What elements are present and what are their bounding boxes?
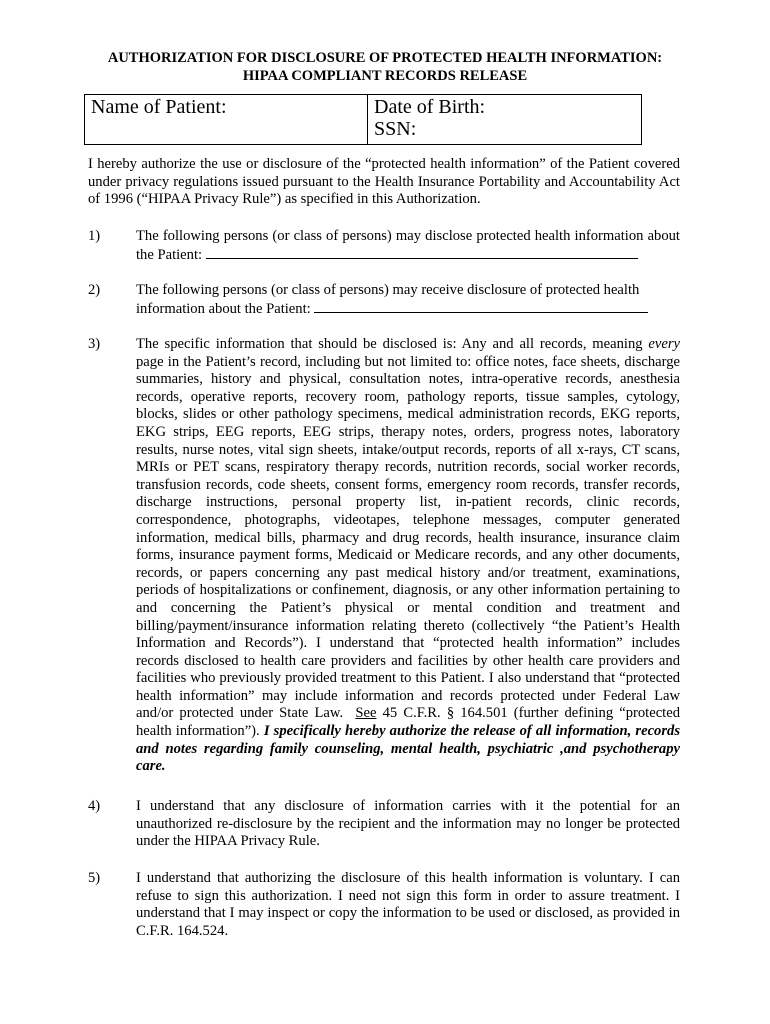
item-3-text-c: 45 C.F.R. § 164.501 (further defining “protected health information”).	[136, 705, 681, 740]
patient-name-label: Name of Patient:	[91, 96, 227, 118]
item-2	[88, 282, 680, 318]
see-reference: See	[355, 705, 377, 722]
item-4	[88, 798, 680, 851]
dob-label: Date of Birth:	[374, 96, 486, 118]
document-title	[60, 49, 710, 85]
title-line-1: AUTHORIZATION FOR DISCLOSURE OF PROTECTED HEALTH INFORMATION:	[107, 50, 663, 66]
recipient-blank-line[interactable]	[314, 300, 648, 313]
item-number: 2)	[88, 282, 101, 298]
dob-ssn-field[interactable]	[368, 95, 641, 144]
item-1	[88, 228, 680, 264]
item-number: 5)	[88, 870, 101, 886]
item-3	[88, 336, 680, 776]
item-text	[136, 336, 680, 776]
item-3-text-a: The specific information that should be disclosed is: Any and all records, meaning	[136, 336, 643, 352]
item-3-emphasis: every	[648, 336, 680, 352]
item-number: 4)	[88, 798, 101, 814]
item-text: The following persons (or class of persons) may receive disclosure of protected health information about the Patient:	[136, 282, 640, 317]
discloser-blank-line[interactable]	[206, 246, 638, 259]
item-text: The following persons (or class of persons) may disclose protected health information about the Patient:	[136, 228, 680, 263]
item-text: I understand that any disclosure of information carries with it the potential for an unauthorized re-disclosure by the recipient and the information may no longer be protected under the HIPAA Privacy Rule.	[136, 798, 680, 850]
item-3-bold-statement: I specifically hereby authorize the release of all information, records and notes regarding family counseling, mental health, psychiatric ,and psychotherapy care.	[136, 723, 681, 775]
patient-name-field[interactable]	[85, 95, 368, 144]
item-number: 1)	[88, 228, 101, 244]
patient-info-box	[84, 94, 642, 145]
intro-paragraph: I hereby authorize the use or disclosure of the “protected health information” of the Patient covered under privacy regulations issued pursuant to the Health Insurance Portability and Accountability Act of 1996 (“HIPAA Privacy Rule”) as specified in this Authorization.	[88, 156, 680, 208]
title-line-2: HIPAA COMPLIANT RECORDS RELEASE	[242, 68, 528, 84]
item-number: 3)	[88, 336, 101, 352]
item-3-text-b: page in the Patient’s record, including but not limited to: office notes, face sheets, discharge summaries, history and physical, consultation notes, intra-operative records, anesthesia records, operative reports, recovery room, pathology reports, tissue samples, cytology, blocks, slides or other pathology specimens, medical administration records, EKG reports, EKG strips, EEG reports, EEG strips, therapy notes, orders, progress notes, laboratory results, nurse notes, vital sign sheets, intake/output records, reports of all x-rays, CT scans, MRIs or PET scans, respiratory therapy records, nutrition records, social worker records, transfusion records, code sheets, consent forms, emergency room records, transfer records, discharge instructions, personal property list, in-patient records, clinic records, correspondence, photographs, videotapes, telephone messages, computer generated information, medical bills, pharmacy and drug records, health insurance, insurance claim forms, insurance payment forms, Medicaid or Medicare records, and any other documents, records, or papers concerning any past medical history and/or treatment, examinations, periods of hospitalizations or confinement, diagnosis, or any other information pertaining to and concerning the Patient’s physical or mental condition and treatment and billing/payment/insurance information relating thereto (collectively “the Patient’s Health Information and Records”). I understand that “protected health information” includes records disclosed to health care providers and facilities by other health care providers and facilities who previously provided treatment to this Patient. I also understand that “protected health information” may include information and records protected under Federal Law and/or protected under State Law.	[136, 353, 680, 722]
ssn-label: SSN:	[374, 118, 417, 140]
item-text: I understand that authorizing the disclosure of this health information is voluntary. I can refuse to sign this authorization. I need not sign this form in order to assure treatment. I understand that I may inspect or copy the information to be used or disclosed, as provided in C.F.R. 164.524.	[136, 870, 680, 939]
item-5	[88, 870, 680, 940]
